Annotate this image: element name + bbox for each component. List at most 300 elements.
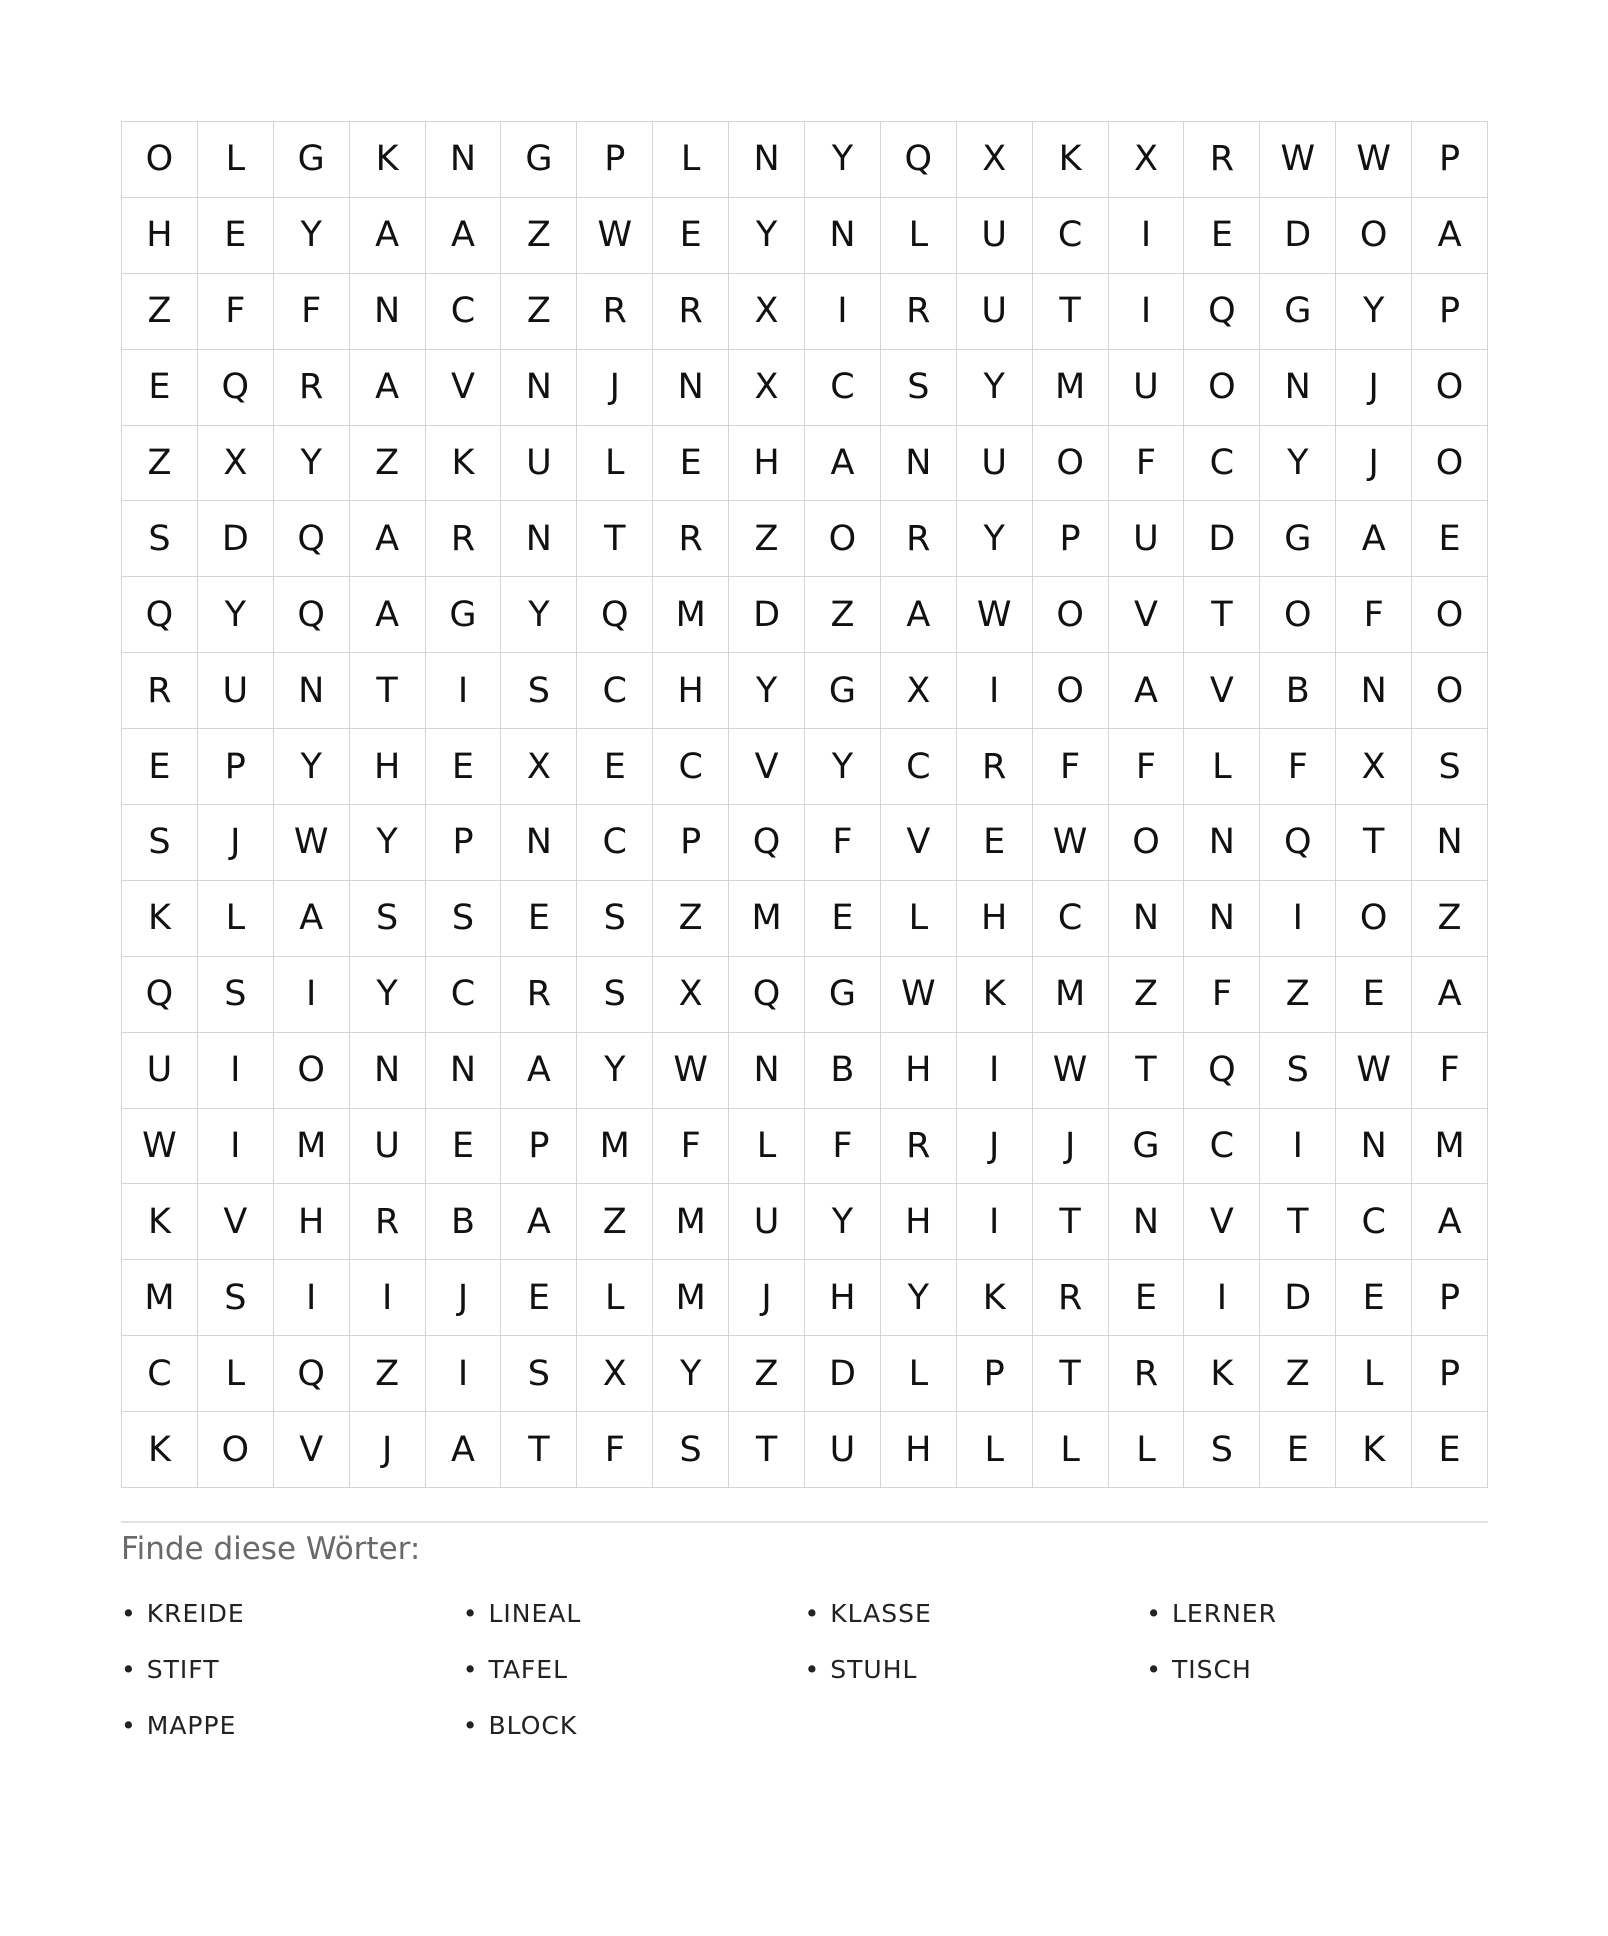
grid-cell[interactable]: M (274, 1109, 350, 1185)
grid-cell[interactable]: Z (577, 1184, 653, 1260)
grid-cell[interactable]: I (274, 1260, 350, 1336)
grid-cell[interactable]: Y (957, 350, 1033, 426)
grid-cell[interactable]: J (350, 1412, 426, 1488)
grid-cell[interactable]: E (1260, 1412, 1336, 1488)
grid-cell[interactable]: G (1109, 1109, 1185, 1185)
grid-cell[interactable]: Y (1336, 274, 1412, 350)
grid-cell[interactable]: G (426, 577, 502, 653)
grid-cell[interactable]: Z (350, 426, 426, 502)
grid-cell[interactable]: Z (350, 1336, 426, 1412)
grid-cell[interactable]: I (1260, 881, 1336, 957)
grid-cell[interactable]: Q (274, 501, 350, 577)
grid-cell[interactable]: W (957, 577, 1033, 653)
grid-cell[interactable]: Y (805, 122, 881, 198)
grid-cell[interactable]: O (1033, 653, 1109, 729)
grid-cell[interactable]: M (577, 1109, 653, 1185)
grid-cell[interactable]: S (198, 1260, 274, 1336)
grid-cell[interactable]: Y (274, 198, 350, 274)
grid-cell[interactable]: B (426, 1184, 502, 1260)
grid-cell[interactable]: I (426, 1336, 502, 1412)
grid-cell[interactable]: T (1336, 805, 1412, 881)
grid-cell[interactable]: O (1184, 350, 1260, 426)
grid-cell[interactable]: N (805, 198, 881, 274)
grid-cell[interactable]: O (805, 501, 881, 577)
grid-cell[interactable]: B (805, 1033, 881, 1109)
grid-cell[interactable]: H (350, 729, 426, 805)
grid-cell[interactable]: J (729, 1260, 805, 1336)
grid-cell[interactable]: U (805, 1412, 881, 1488)
grid-cell[interactable]: W (881, 957, 957, 1033)
grid-cell[interactable]: E (426, 729, 502, 805)
grid-cell[interactable]: F (1336, 577, 1412, 653)
grid-cell[interactable]: P (577, 122, 653, 198)
grid-cell[interactable]: K (1033, 122, 1109, 198)
grid-cell[interactable]: F (1033, 729, 1109, 805)
grid-cell[interactable]: V (881, 805, 957, 881)
grid-cell[interactable]: Z (1109, 957, 1185, 1033)
grid-cell[interactable]: S (577, 881, 653, 957)
grid-cell[interactable]: L (1184, 729, 1260, 805)
grid-cell[interactable]: N (881, 426, 957, 502)
grid-cell[interactable]: P (198, 729, 274, 805)
grid-cell[interactable]: W (1260, 122, 1336, 198)
grid-cell[interactable]: H (805, 1260, 881, 1336)
grid-cell[interactable]: V (1184, 1184, 1260, 1260)
grid-cell[interactable]: K (1336, 1412, 1412, 1488)
grid-cell[interactable]: L (653, 122, 729, 198)
grid-cell[interactable]: S (501, 1336, 577, 1412)
grid-cell[interactable]: L (881, 881, 957, 957)
grid-cell[interactable]: C (1184, 426, 1260, 502)
grid-cell[interactable]: U (1109, 350, 1185, 426)
grid-cell[interactable]: O (1033, 426, 1109, 502)
grid-cell[interactable]: U (729, 1184, 805, 1260)
grid-cell[interactable]: L (198, 881, 274, 957)
grid-cell[interactable]: K (122, 881, 198, 957)
grid-cell[interactable]: G (501, 122, 577, 198)
grid-cell[interactable]: I (957, 653, 1033, 729)
grid-cell[interactable]: I (274, 957, 350, 1033)
grid-cell[interactable]: Q (881, 122, 957, 198)
grid-cell[interactable]: F (653, 1109, 729, 1185)
grid-cell[interactable]: I (1184, 1260, 1260, 1336)
grid-cell[interactable]: X (957, 122, 1033, 198)
grid-cell[interactable]: X (1336, 729, 1412, 805)
grid-cell[interactable]: U (957, 274, 1033, 350)
grid-cell[interactable]: X (501, 729, 577, 805)
grid-cell[interactable]: M (729, 881, 805, 957)
grid-cell[interactable]: A (350, 350, 426, 426)
grid-cell[interactable]: H (729, 426, 805, 502)
grid-cell[interactable]: X (653, 957, 729, 1033)
grid-cell[interactable]: S (1184, 1412, 1260, 1488)
grid-cell[interactable]: U (350, 1109, 426, 1185)
grid-cell[interactable]: U (957, 426, 1033, 502)
grid-cell[interactable]: Z (1260, 957, 1336, 1033)
grid-cell[interactable]: R (577, 274, 653, 350)
grid-cell[interactable]: Y (274, 729, 350, 805)
grid-cell[interactable]: A (1412, 1184, 1488, 1260)
grid-cell[interactable]: S (198, 957, 274, 1033)
grid-cell[interactable]: C (577, 653, 653, 729)
grid-cell[interactable]: C (1336, 1184, 1412, 1260)
grid-cell[interactable]: I (198, 1033, 274, 1109)
grid-cell[interactable]: L (729, 1109, 805, 1185)
grid-cell[interactable]: T (501, 1412, 577, 1488)
grid-cell[interactable]: P (501, 1109, 577, 1185)
grid-cell[interactable]: Y (577, 1033, 653, 1109)
grid-cell[interactable]: C (805, 350, 881, 426)
grid-cell[interactable]: W (653, 1033, 729, 1109)
grid-cell[interactable]: Q (577, 577, 653, 653)
grid-cell[interactable]: L (577, 426, 653, 502)
grid-cell[interactable]: S (350, 881, 426, 957)
grid-cell[interactable]: T (1184, 577, 1260, 653)
grid-cell[interactable]: G (805, 653, 881, 729)
grid-cell[interactable]: T (577, 501, 653, 577)
grid-cell[interactable]: N (501, 805, 577, 881)
grid-cell[interactable]: H (122, 198, 198, 274)
grid-cell[interactable]: F (198, 274, 274, 350)
grid-cell[interactable]: Q (198, 350, 274, 426)
grid-cell[interactable]: C (577, 805, 653, 881)
grid-cell[interactable]: M (653, 577, 729, 653)
grid-cell[interactable]: E (426, 1109, 502, 1185)
grid-cell[interactable]: N (1184, 805, 1260, 881)
grid-cell[interactable]: C (1033, 198, 1109, 274)
grid-cell[interactable]: U (198, 653, 274, 729)
grid-cell[interactable]: K (957, 1260, 1033, 1336)
grid-cell[interactable]: C (122, 1336, 198, 1412)
grid-cell[interactable]: Z (805, 577, 881, 653)
grid-cell[interactable]: W (1033, 1033, 1109, 1109)
grid-cell[interactable]: U (1109, 501, 1185, 577)
grid-cell[interactable]: Z (501, 198, 577, 274)
grid-cell[interactable]: F (577, 1412, 653, 1488)
grid-cell[interactable]: X (577, 1336, 653, 1412)
grid-cell[interactable]: T (350, 653, 426, 729)
grid-cell[interactable]: Z (122, 426, 198, 502)
grid-cell[interactable]: D (805, 1336, 881, 1412)
grid-cell[interactable]: E (1412, 501, 1488, 577)
grid-cell[interactable]: F (1412, 1033, 1488, 1109)
grid-cell[interactable]: R (501, 957, 577, 1033)
grid-cell[interactable]: R (653, 501, 729, 577)
grid-cell[interactable]: Y (729, 198, 805, 274)
grid-cell[interactable]: F (805, 805, 881, 881)
grid-cell[interactable]: Q (274, 1336, 350, 1412)
grid-cell[interactable]: N (1336, 1109, 1412, 1185)
grid-cell[interactable]: Q (274, 577, 350, 653)
grid-cell[interactable]: R (881, 274, 957, 350)
grid-cell[interactable]: N (426, 122, 502, 198)
grid-cell[interactable]: A (1412, 957, 1488, 1033)
grid-cell[interactable]: E (501, 1260, 577, 1336)
grid-cell[interactable]: Q (729, 957, 805, 1033)
grid-cell[interactable]: F (274, 274, 350, 350)
grid-cell[interactable]: A (426, 198, 502, 274)
grid-cell[interactable]: H (881, 1033, 957, 1109)
grid-cell[interactable]: T (1033, 274, 1109, 350)
grid-cell[interactable]: O (1412, 350, 1488, 426)
grid-cell[interactable]: G (1260, 501, 1336, 577)
grid-cell[interactable]: R (1033, 1260, 1109, 1336)
grid-cell[interactable]: R (426, 501, 502, 577)
grid-cell[interactable]: Y (198, 577, 274, 653)
grid-cell[interactable]: K (122, 1184, 198, 1260)
grid-cell[interactable]: O (1336, 881, 1412, 957)
grid-cell[interactable]: O (1412, 426, 1488, 502)
grid-cell[interactable]: Y (957, 501, 1033, 577)
grid-cell[interactable]: J (1336, 350, 1412, 426)
grid-cell[interactable]: Y (805, 1184, 881, 1260)
grid-cell[interactable]: I (957, 1184, 1033, 1260)
grid-cell[interactable]: D (1184, 501, 1260, 577)
grid-cell[interactable]: O (198, 1412, 274, 1488)
grid-cell[interactable]: N (1336, 653, 1412, 729)
grid-cell[interactable]: Z (729, 1336, 805, 1412)
grid-cell[interactable]: K (426, 426, 502, 502)
grid-cell[interactable]: D (1260, 198, 1336, 274)
grid-cell[interactable]: I (426, 653, 502, 729)
grid-cell[interactable]: K (1184, 1336, 1260, 1412)
grid-cell[interactable]: Z (1260, 1336, 1336, 1412)
grid-cell[interactable]: S (122, 501, 198, 577)
grid-cell[interactable]: G (805, 957, 881, 1033)
grid-cell[interactable]: F (1109, 426, 1185, 502)
grid-cell[interactable]: A (805, 426, 881, 502)
grid-cell[interactable]: J (198, 805, 274, 881)
grid-cell[interactable]: Z (501, 274, 577, 350)
grid-cell[interactable]: Z (729, 501, 805, 577)
grid-cell[interactable]: E (122, 350, 198, 426)
grid-cell[interactable]: S (1412, 729, 1488, 805)
grid-cell[interactable]: M (1412, 1109, 1488, 1185)
grid-cell[interactable]: W (1336, 1033, 1412, 1109)
grid-cell[interactable]: X (729, 350, 805, 426)
grid-cell[interactable]: P (1412, 122, 1488, 198)
grid-cell[interactable]: P (426, 805, 502, 881)
grid-cell[interactable]: A (426, 1412, 502, 1488)
grid-cell[interactable]: T (729, 1412, 805, 1488)
grid-cell[interactable]: A (501, 1184, 577, 1260)
grid-cell[interactable]: Y (1260, 426, 1336, 502)
grid-cell[interactable]: I (957, 1033, 1033, 1109)
grid-cell[interactable]: Q (1184, 274, 1260, 350)
grid-cell[interactable]: R (274, 350, 350, 426)
grid-cell[interactable]: Y (274, 426, 350, 502)
grid-cell[interactable]: F (1109, 729, 1185, 805)
grid-cell[interactable]: L (957, 1412, 1033, 1488)
grid-cell[interactable]: Q (1260, 805, 1336, 881)
grid-cell[interactable]: A (350, 501, 426, 577)
grid-cell[interactable]: D (729, 577, 805, 653)
grid-cell[interactable]: I (1109, 274, 1185, 350)
grid-cell[interactable]: N (1109, 881, 1185, 957)
grid-cell[interactable]: L (1109, 1412, 1185, 1488)
grid-cell[interactable]: V (1184, 653, 1260, 729)
grid-cell[interactable]: M (1033, 350, 1109, 426)
grid-cell[interactable]: J (1033, 1109, 1109, 1185)
grid-cell[interactable]: N (274, 653, 350, 729)
grid-cell[interactable]: V (729, 729, 805, 805)
grid-cell[interactable]: Z (1412, 881, 1488, 957)
grid-cell[interactable]: P (653, 805, 729, 881)
grid-cell[interactable]: L (1033, 1412, 1109, 1488)
grid-cell[interactable]: Q (122, 577, 198, 653)
grid-cell[interactable]: T (1260, 1184, 1336, 1260)
grid-cell[interactable]: F (805, 1109, 881, 1185)
grid-cell[interactable]: Q (1184, 1033, 1260, 1109)
grid-cell[interactable]: K (350, 122, 426, 198)
grid-cell[interactable]: N (1260, 350, 1336, 426)
grid-cell[interactable]: R (350, 1184, 426, 1260)
grid-cell[interactable]: S (1260, 1033, 1336, 1109)
grid-cell[interactable]: N (729, 1033, 805, 1109)
grid-cell[interactable]: H (957, 881, 1033, 957)
grid-cell[interactable]: E (957, 805, 1033, 881)
grid-cell[interactable]: O (122, 122, 198, 198)
grid-cell[interactable]: L (198, 1336, 274, 1412)
grid-cell[interactable]: A (881, 577, 957, 653)
grid-cell[interactable]: A (1412, 198, 1488, 274)
grid-cell[interactable]: N (350, 1033, 426, 1109)
grid-cell[interactable]: J (1336, 426, 1412, 502)
grid-cell[interactable]: O (1260, 577, 1336, 653)
grid-cell[interactable]: S (577, 957, 653, 1033)
grid-cell[interactable]: X (1109, 122, 1185, 198)
grid-cell[interactable]: R (1109, 1336, 1185, 1412)
grid-cell[interactable]: A (501, 1033, 577, 1109)
grid-cell[interactable]: U (501, 426, 577, 502)
grid-cell[interactable]: W (1033, 805, 1109, 881)
grid-cell[interactable]: A (1336, 501, 1412, 577)
grid-cell[interactable]: L (881, 198, 957, 274)
grid-cell[interactable]: X (198, 426, 274, 502)
grid-cell[interactable]: K (122, 1412, 198, 1488)
grid-cell[interactable]: O (1033, 577, 1109, 653)
grid-cell[interactable]: U (957, 198, 1033, 274)
grid-cell[interactable]: H (881, 1184, 957, 1260)
grid-cell[interactable]: E (198, 198, 274, 274)
grid-cell[interactable]: E (577, 729, 653, 805)
grid-cell[interactable]: F (1184, 957, 1260, 1033)
grid-cell[interactable]: N (350, 274, 426, 350)
grid-cell[interactable]: J (426, 1260, 502, 1336)
grid-cell[interactable]: G (1260, 274, 1336, 350)
grid-cell[interactable]: G (274, 122, 350, 198)
grid-cell[interactable]: A (274, 881, 350, 957)
grid-cell[interactable]: A (350, 577, 426, 653)
grid-cell[interactable]: V (274, 1412, 350, 1488)
grid-cell[interactable]: Y (729, 653, 805, 729)
grid-cell[interactable]: S (653, 1412, 729, 1488)
grid-cell[interactable]: C (1033, 881, 1109, 957)
grid-cell[interactable]: W (577, 198, 653, 274)
grid-cell[interactable]: Q (122, 957, 198, 1033)
grid-cell[interactable]: P (1412, 274, 1488, 350)
grid-cell[interactable]: S (426, 881, 502, 957)
grid-cell[interactable]: Y (881, 1260, 957, 1336)
grid-cell[interactable]: A (350, 198, 426, 274)
grid-cell[interactable]: I (1260, 1109, 1336, 1185)
grid-cell[interactable]: D (198, 501, 274, 577)
grid-cell[interactable]: U (122, 1033, 198, 1109)
grid-cell[interactable]: E (122, 729, 198, 805)
grid-cell[interactable]: R (122, 653, 198, 729)
grid-cell[interactable]: N (1412, 805, 1488, 881)
grid-cell[interactable]: M (122, 1260, 198, 1336)
grid-cell[interactable]: I (198, 1109, 274, 1185)
grid-cell[interactable]: I (350, 1260, 426, 1336)
grid-cell[interactable]: O (274, 1033, 350, 1109)
grid-cell[interactable]: C (426, 274, 502, 350)
grid-cell[interactable]: N (501, 501, 577, 577)
grid-cell[interactable]: S (122, 805, 198, 881)
grid-cell[interactable]: V (198, 1184, 274, 1260)
grid-cell[interactable]: P (1412, 1336, 1488, 1412)
grid-cell[interactable]: Y (350, 957, 426, 1033)
grid-cell[interactable]: L (881, 1336, 957, 1412)
grid-cell[interactable]: P (1412, 1260, 1488, 1336)
grid-cell[interactable]: E (501, 881, 577, 957)
grid-cell[interactable]: Y (350, 805, 426, 881)
grid-cell[interactable]: C (653, 729, 729, 805)
grid-cell[interactable]: N (653, 350, 729, 426)
grid-cell[interactable]: R (957, 729, 1033, 805)
grid-cell[interactable]: C (426, 957, 502, 1033)
grid-cell[interactable]: E (1109, 1260, 1185, 1336)
grid-cell[interactable]: E (805, 881, 881, 957)
grid-cell[interactable]: Z (653, 881, 729, 957)
grid-cell[interactable]: R (881, 1109, 957, 1185)
grid-cell[interactable]: E (1184, 198, 1260, 274)
grid-cell[interactable]: E (1336, 957, 1412, 1033)
grid-cell[interactable]: O (1412, 653, 1488, 729)
grid-cell[interactable]: B (1260, 653, 1336, 729)
grid-cell[interactable]: M (1033, 957, 1109, 1033)
grid-cell[interactable]: T (1109, 1033, 1185, 1109)
grid-cell[interactable]: M (653, 1260, 729, 1336)
grid-cell[interactable]: R (1184, 122, 1260, 198)
grid-cell[interactable]: J (577, 350, 653, 426)
grid-cell[interactable]: F (1260, 729, 1336, 805)
grid-cell[interactable]: W (274, 805, 350, 881)
grid-cell[interactable]: R (653, 274, 729, 350)
grid-cell[interactable]: O (1412, 577, 1488, 653)
grid-cell[interactable]: W (122, 1109, 198, 1185)
grid-cell[interactable]: V (426, 350, 502, 426)
grid-cell[interactable]: E (653, 426, 729, 502)
grid-cell[interactable]: S (881, 350, 957, 426)
grid-cell[interactable]: M (653, 1184, 729, 1260)
grid-cell[interactable]: X (881, 653, 957, 729)
grid-cell[interactable]: O (1336, 198, 1412, 274)
grid-cell[interactable]: K (957, 957, 1033, 1033)
grid-cell[interactable]: N (501, 350, 577, 426)
grid-cell[interactable]: A (1109, 653, 1185, 729)
grid-cell[interactable]: N (426, 1033, 502, 1109)
grid-cell[interactable]: T (1033, 1184, 1109, 1260)
grid-cell[interactable]: H (274, 1184, 350, 1260)
grid-cell[interactable]: I (1109, 198, 1185, 274)
grid-cell[interactable]: T (1033, 1336, 1109, 1412)
grid-cell[interactable]: E (1336, 1260, 1412, 1336)
grid-cell[interactable]: H (653, 653, 729, 729)
grid-cell[interactable]: V (1109, 577, 1185, 653)
grid-cell[interactable]: E (653, 198, 729, 274)
grid-cell[interactable]: Z (122, 274, 198, 350)
